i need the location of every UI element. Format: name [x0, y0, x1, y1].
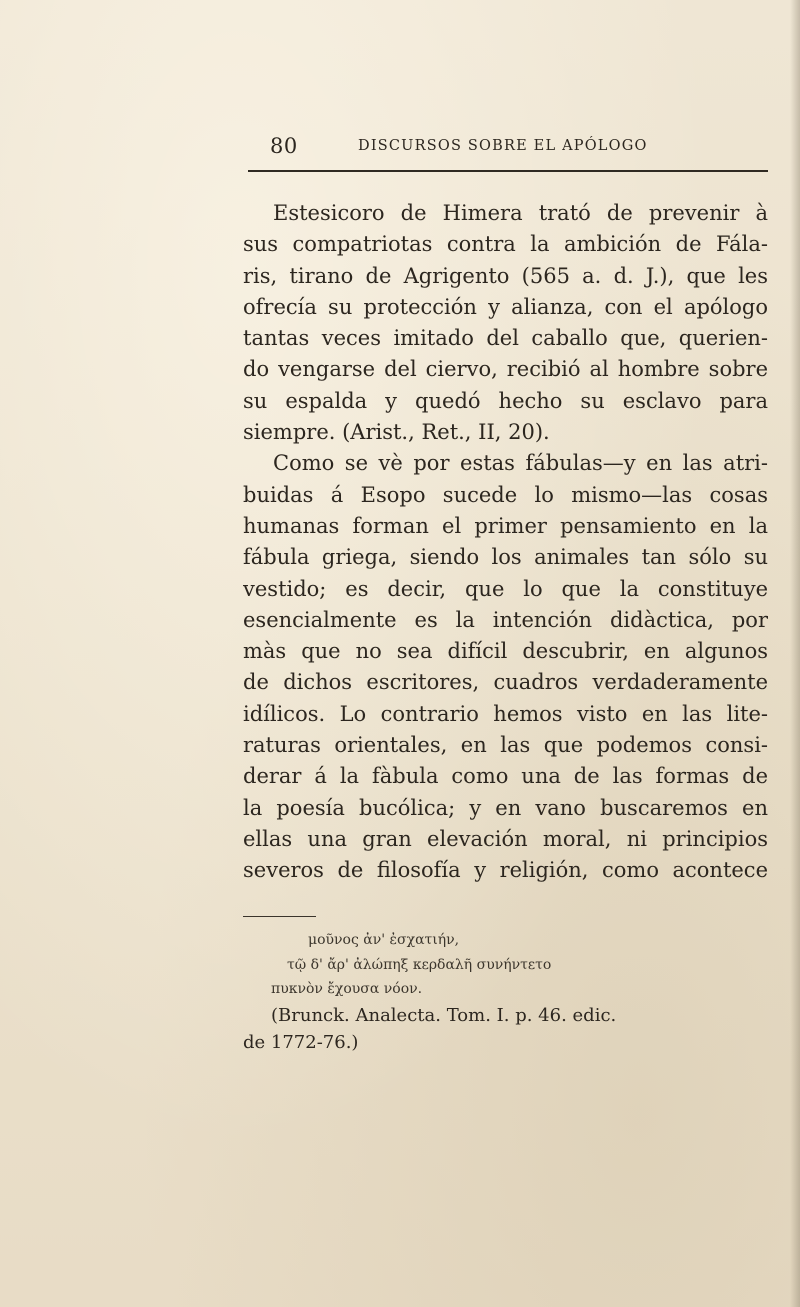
page-header — [0, 128, 800, 164]
header-rule — [248, 170, 768, 172]
footnote-rule — [243, 916, 316, 917]
body-line: su espalda y quedó hecho su esclavo para — [243, 388, 768, 413]
footnote-citation-line: (Brunck. Analecta. Tom. I. p. 46. edic. — [271, 1004, 617, 1026]
body-line: esencialmente es la intención didàctica, por — [243, 607, 768, 632]
footnote — [243, 928, 768, 1056]
body-line: Estesicoro de Himera trató de prevenir à — [273, 201, 768, 225]
body-line: derar á la fàbula como una de las formas de — [243, 764, 768, 789]
body-line: tantas veces imitado del caballo que, querien- — [243, 326, 768, 351]
footnote-greek-line: τῷ δ' ἄρ' ἀλώπηξ κερδαλῆ συνήντετο — [287, 956, 552, 973]
body-line: do vengarse del ciervo, recibió al hombre sobre — [243, 357, 768, 382]
footnote-citation-line: de 1772-76.) — [243, 1031, 359, 1053]
body-line: raturas orientales, en las que podemos consi- — [243, 733, 768, 758]
body-line: ellas una gran elevación moral, ni principios — [243, 826, 768, 851]
body-line: humanas forman el primer pensamiento en la — [243, 513, 768, 538]
body-line: màs que no sea difícil descubrir, en algunos — [243, 639, 768, 664]
body-text — [243, 198, 768, 887]
body-line: ofrecía su protección y alianza, con el apólogo — [243, 294, 768, 319]
body-line: Como se vè por estas fábulas—y en las atri- — [273, 451, 768, 476]
page-edge-shadow — [790, 0, 800, 1307]
body-line: ris, tirano de Agrigento (565 a. d. J.), que les — [243, 263, 768, 288]
body-line: sus compatriotas contra la ambición de Fála- — [243, 232, 768, 257]
body-line: de dichos escritores, cuadros verdaderamente — [243, 670, 768, 695]
body-line: fábula griega, siendo los animales tan sólo su — [243, 545, 768, 570]
footnote-greek-line: μοῦνος ἀν' ἐσχατιήν, — [308, 932, 460, 948]
body-line: la poesía bucólica; y en vano buscaremos en — [243, 795, 768, 820]
footnote-greek-line: πυκνὸν ἔχουσα νόον. — [271, 981, 423, 997]
body-line: siempre. (Arist., Ret., II, 20). — [243, 420, 550, 445]
body-line: idílicos. Lo contrario hemos visto en las lite- — [243, 701, 768, 726]
running-title: DISCURSOS SOBRE EL APÓLOGO — [358, 138, 648, 154]
body-line: severos de filosofía y religión, como acontece — [243, 858, 768, 883]
body-line: vestido; es decir, que lo que la constituye — [243, 576, 768, 601]
page-number: 80 — [270, 134, 298, 158]
body-line: buidas á Esopo sucede lo mismo—las cosas — [243, 482, 768, 507]
